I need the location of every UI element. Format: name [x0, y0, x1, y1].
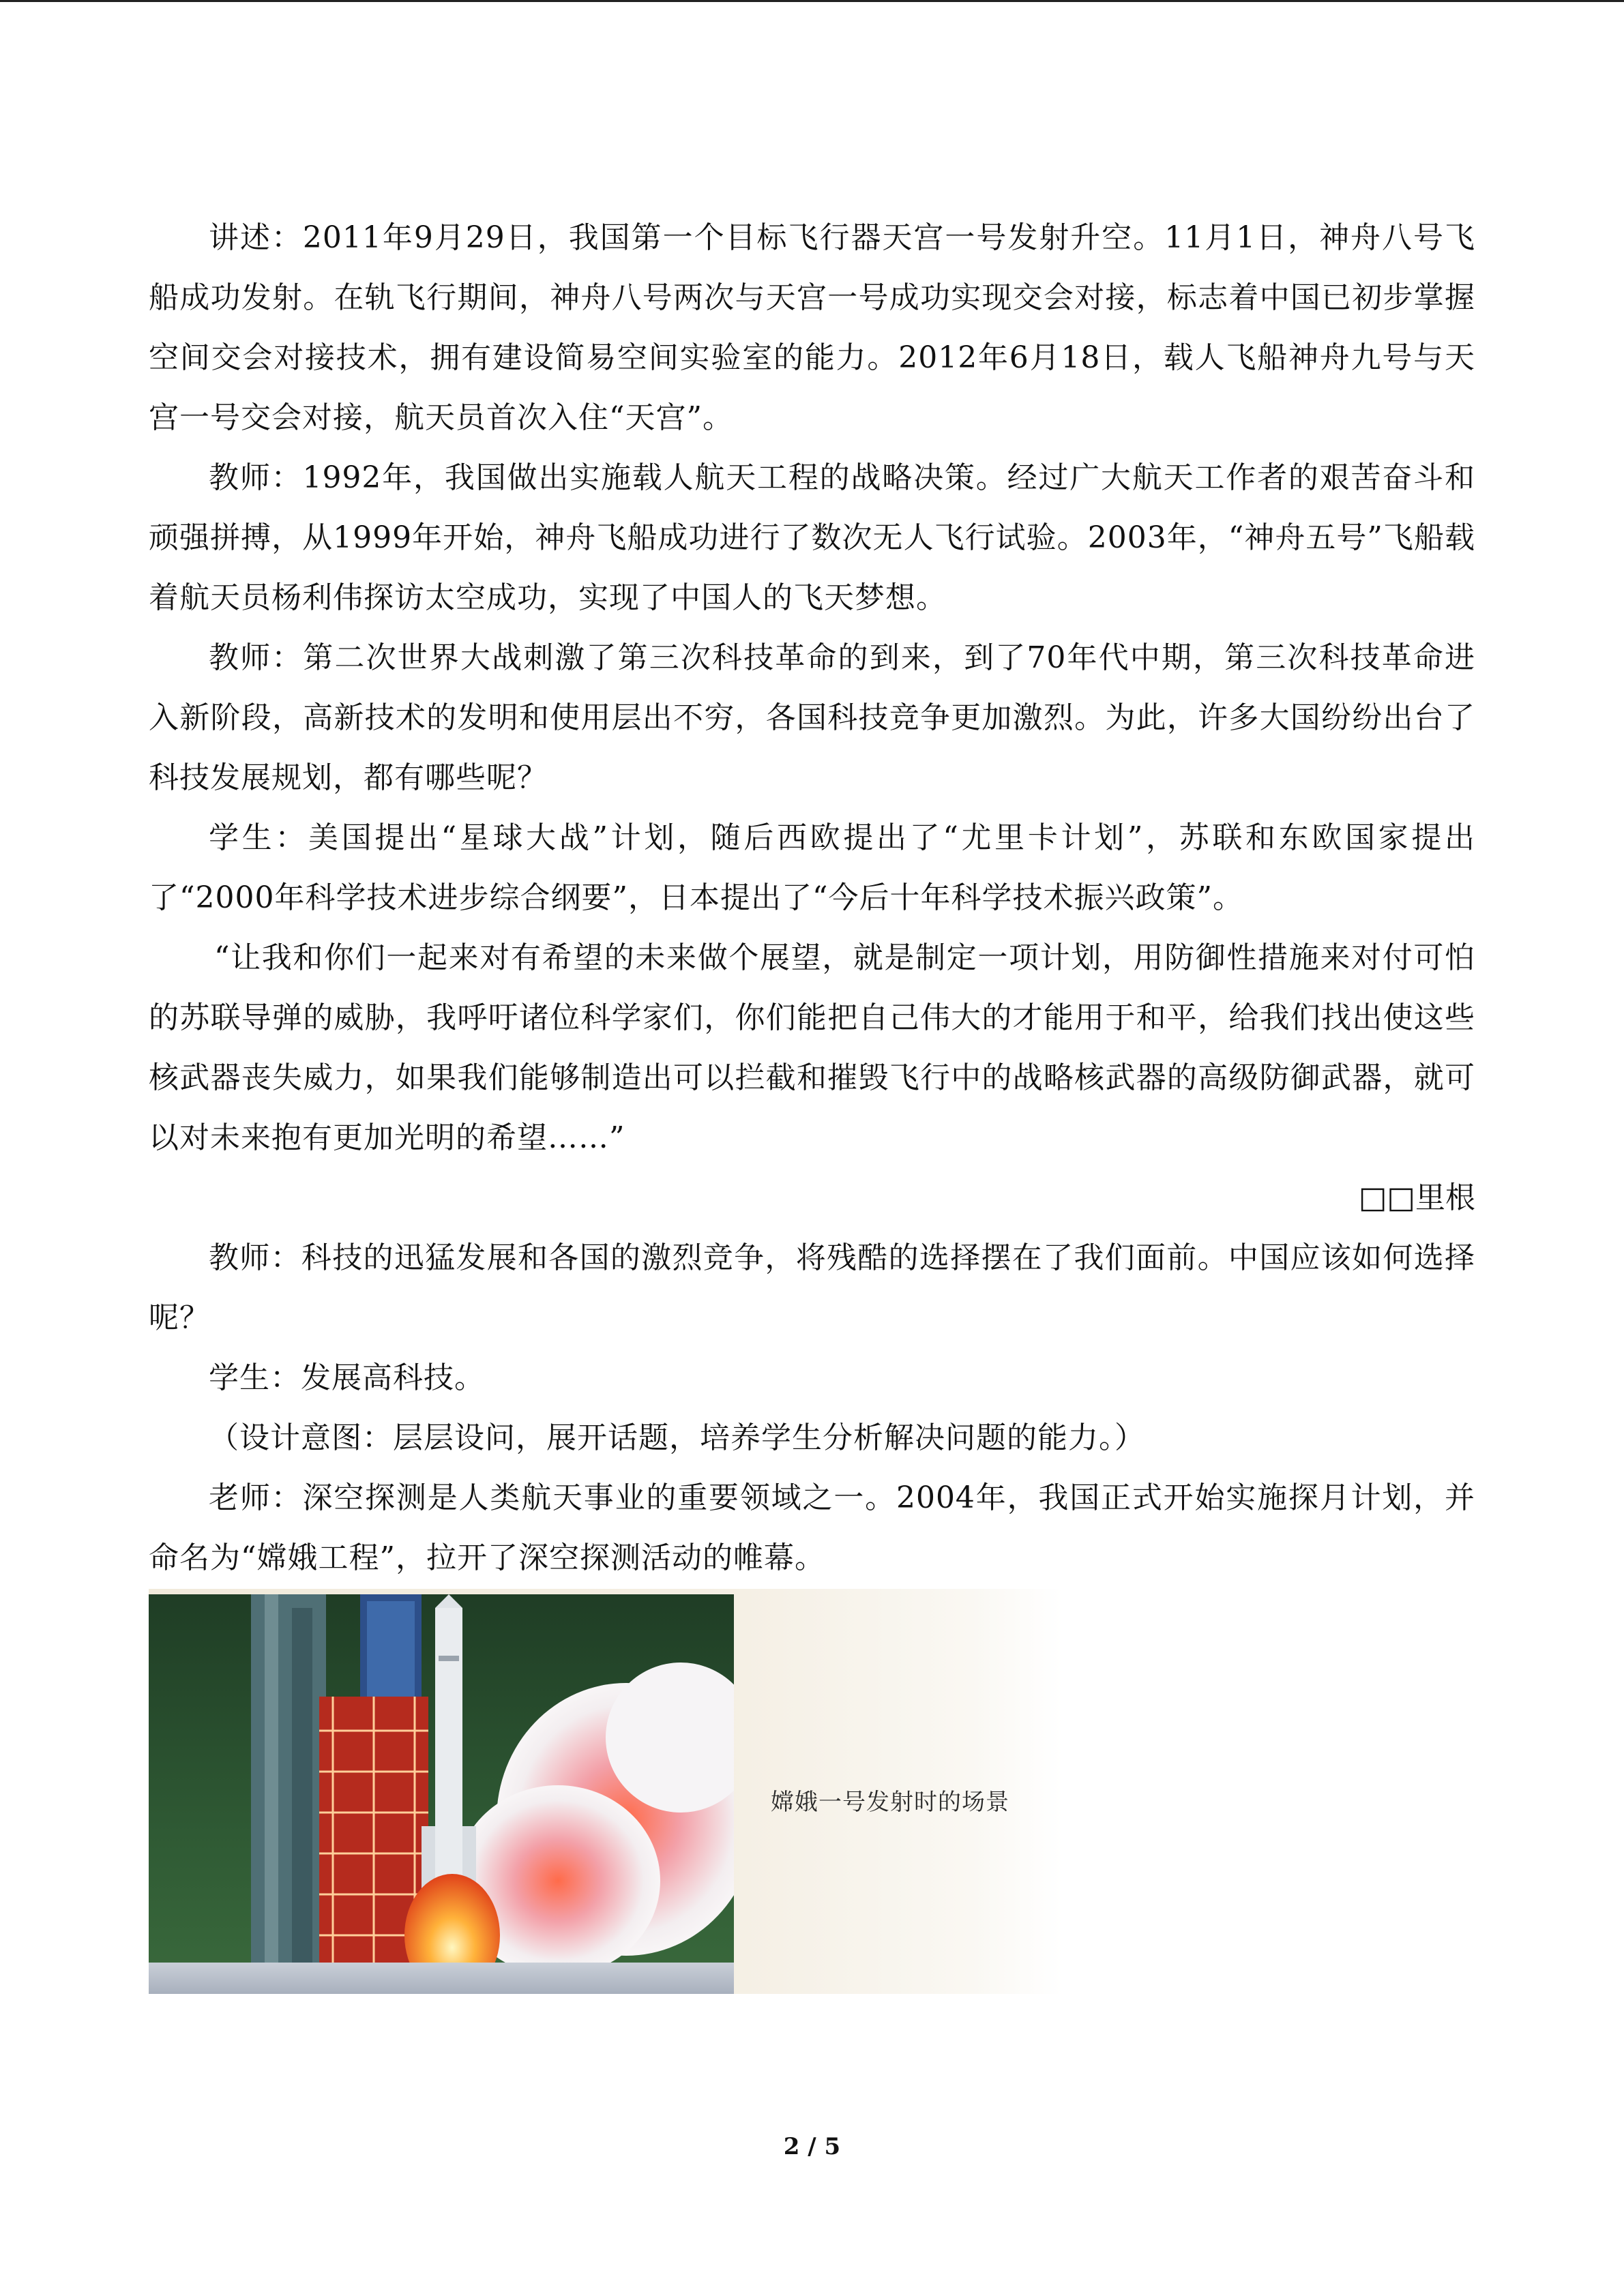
launch-figure	[149, 1589, 1063, 1994]
figure-caption: 嫦娥一号发射时的场景	[771, 1789, 1009, 1816]
paragraph-student-answer: 学生：发展高科技。	[209, 1360, 485, 1395]
paragraph-teacher-lunar: 老师：深空探测是人类航天事业的重要领域之一。2004年，我国正式开始实施探月计划，并命名为“嫦娥工程”，拉开了深空探测活动的帷幕。	[149, 1480, 1475, 1575]
page-top-border	[0, 0, 1624, 2]
page-number: 2 / 5	[783, 2133, 841, 2160]
paragraph-teacher-ww2: 教师：第二次世界大战刺激了第三次科技革命的到来，到了70年代中期，第三次科技革命进入新阶段，高新技术的发明和使用层出不穷，各国科技竞争更加激烈。为此，许多大国纷纷出台了科技发展规划，都有哪些呢？	[149, 640, 1475, 795]
paragraph-narration: 讲述：2011年9月29日，我国第一个目标飞行器天宫一号发射升空。11月1日，神舟八号飞船成功发射。在轨飞行期间，神舟八号两次与天宫一号成功实现交会对接，标志着中国已初步掌握空间交会对接技术，拥有建设简易空间实验室的能力。2012年6月18日，载人飞船神舟九号与天宫一号交会对接，航天员首次入住“天宫”。	[149, 220, 1475, 435]
document-body	[149, 208, 1475, 1588]
rocket-launch-photo	[149, 1594, 734, 1994]
paragraph-design-intent: （设计意图：层层设问，展开话题，培养学生分析解决问题的能力。）	[209, 1420, 1145, 1455]
paragraph-teacher-1992: 教师：1992年，我国做出实施载人航天工程的战略决策。经过广大航天工作者的艰苦奋斗和顽强拼搏，从1999年开始，神舟飞船成功进行了数次无人飞行试验。2003年，“神舟五号”飞船载着航天员杨利伟探访太空成功，实现了中国人的飞天梦想。	[149, 460, 1475, 615]
quote-attribution: □□里根	[1358, 1180, 1475, 1215]
paragraph-teacher-choice: 教师：科技的迅猛发展和各国的激烈竞争，将残酷的选择摆在了我们面前。中国应该如何选择呢？	[149, 1240, 1475, 1335]
paragraph-student-plans: 学生：美国提出“星球大战”计划，随后西欧提出了“尤里卡计划”，苏联和东欧国家提出了“2000年科学技术进步综合纲要”，日本提出了“今后十年科学技术振兴政策”。	[149, 820, 1475, 915]
reagan-quote: “让我和你们一起来对有希望的未来做个展望，就是制定一项计划，用防御性措施来对付可怕的苏联导弹的威胁，我呼吁诸位科学家们，你们能把自己伟大的才能用于和平，给我们找出使这些核武器丧失威力，如果我们能够制造出可以拦截和摧毁飞行中的战略核武器的高级防御武器，就可以对未来抱有更加光明的希望……”	[149, 940, 1475, 1155]
